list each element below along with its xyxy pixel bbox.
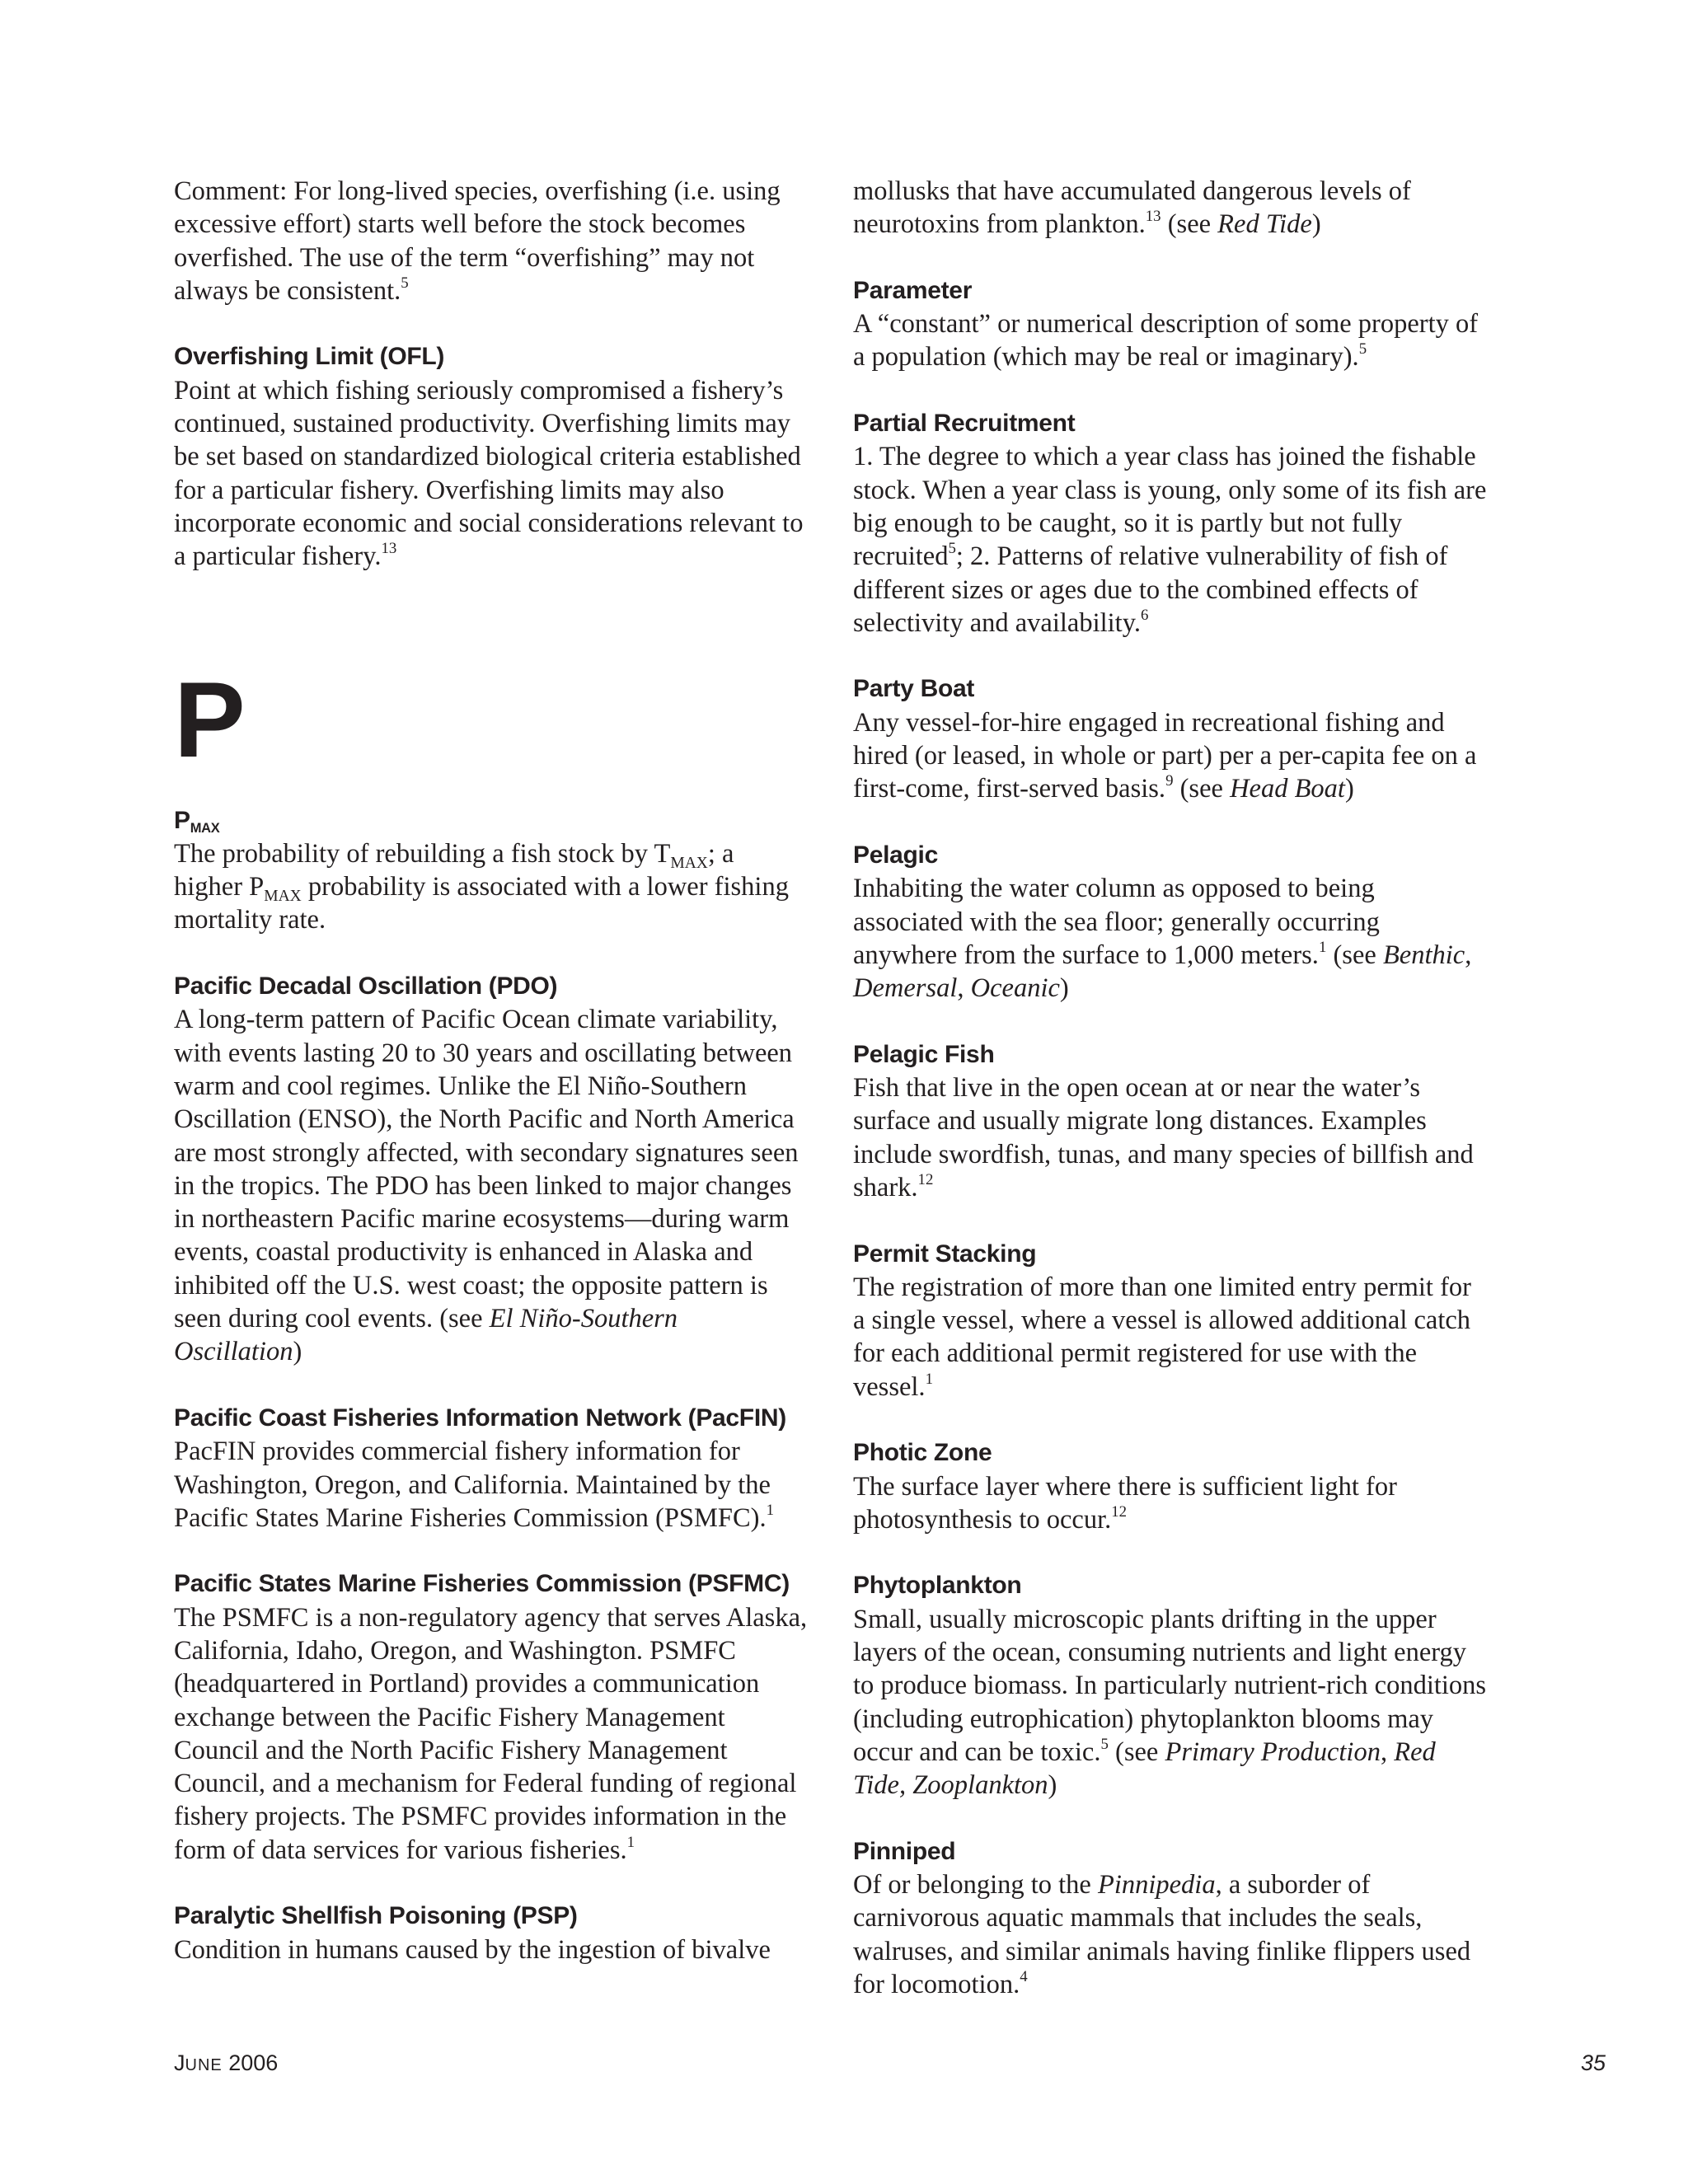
entry-text: The registration of more than one limited entry permit for a single vessel, where a vessel is allowed additional catch for each additional permit registered for use with the vessel.$^1$ (853, 1272, 1471, 1402)
entry-text: Point at which fishing seriously compromised a fishery’s continued, sustained productivity. Overfishing limits may be set based on standardized biological criteria established for a particular fishery. Overfishing limits may also incorporate economic and social considerations relevant to a particular fishery.$^{13}$ (174, 375, 804, 572)
term-heading: $P_{MAX}$ (174, 806, 220, 837)
reference-mark: 9 (1165, 772, 1174, 790)
term-heading: Pacific Decadal Oscillation (PDO) (174, 972, 558, 1001)
see-also-link: Oceanic (970, 973, 1060, 1004)
entry-pelagic (853, 839, 1488, 1005)
entry-text: A long-term pattern of Pacific Ocean climate variability, with events lasting 20 to 30 years and oscillating between warm and cool regimes. Unlike the El Niño-Southern Oscillation (ENSO), the North Pacific and North America are most strongly affected, with secondary signatures seen in the tropics. The PDO has been linked to major changes in northeastern Pacific marine ecosystems—during warm events, coastal productivity is enhanced in Alaska and inhibited off the U.S. west coast; the opposite pattern is seen during cool events. (see El Niño-Southern Oscillation) (174, 1005, 799, 1367)
term-heading: Pinniped (853, 1837, 956, 1865)
reference-mark: 1 (766, 1501, 775, 1519)
entry-text: PacFIN provides commercial fishery information for Washington, Oregon, and California. Maintained by the Pacific States Marine Fisheries Commission (PSMFC).$^1$ (174, 1436, 775, 1533)
term-heading: Paralytic Shellfish Poisoning (PSP) (174, 1902, 578, 1930)
entry-text: Fish that live in the open ocean at or near the water’s surface and usually migrate long distances. Examples include swordfish, tunas, and many species of billfish and shark.$^{12}$ (853, 1073, 1474, 1202)
reference-mark: 6 (1140, 606, 1149, 624)
entry-photic-zone (853, 1436, 1488, 1536)
page-number: 35 (1580, 2050, 1606, 2075)
reference-mark: 5 (948, 540, 956, 558)
entry-pmax (174, 804, 809, 937)
entry-pdo (174, 970, 809, 1369)
term-heading: Pacific States Marine Fisheries Commission (PSFMC) (174, 1570, 790, 1598)
reference-mark: 12 (1111, 1502, 1128, 1521)
entry-phytoplankton (853, 1569, 1488, 1802)
term-heading: Pelagic Fish (853, 1040, 995, 1068)
entry-text: mollusks that have accumulated dangerous levels of neurotoxins from plankton.$^{13}$ (see Red Tide) (853, 176, 1411, 240)
see-also-link: Primary Production (1165, 1736, 1381, 1767)
reference-mark: 1 (1318, 938, 1327, 956)
entry-text: 1. The degree to which a year class has joined the fishable stock. When a year class is young, only some of its fish are big enough to be caught, so it is partly but not fully recruited$^5$; 2. Patterns of relative vulnerability of fish of different sizes or ages due to the combined effects of selectivity and availability.$^6$ (853, 442, 1487, 638)
reference-mark: 1 (925, 1370, 933, 1388)
entry-text: The PSMFC is a non-regulatory agency that serves Alaska, California, Idaho, Oregon, and Washington. PSMFC (headquartered in Portland) provides a communication exchange between the Pacific Fishery Management Council and the North Pacific Fishery Management Council, and a mechanism for Federal funding of regional fishery projects. The PSMFC provides information in the form of data services for various fisheries.$^1$ (174, 1602, 808, 1865)
reference-mark: 1 (626, 1833, 635, 1851)
reference-mark: 5 (1358, 340, 1367, 359)
left-column (174, 175, 809, 1999)
entry-text: The probability of rebuilding a fish stock by $T_{MAX}$; a higher $P_{MAX}$ probability is associated with a lower fishing mortality rate. (174, 838, 789, 935)
footer-date: JUNE 2006 (174, 2050, 279, 2075)
entry-text: Condition in humans caused by the ingestion of bivalve (174, 1934, 771, 1965)
entry-text: Comment: For long-lived species, overfishing (i.e. using excessive effort) starts well before the stock becomes overfished. The use of the term “overfishing” may not always be consistent.$^5$ (174, 176, 781, 306)
reference-mark: 12 (917, 1170, 934, 1188)
right-column (853, 175, 1488, 2035)
entry-party-boat (853, 673, 1488, 805)
term-heading: Pelagic (853, 841, 938, 869)
entry-overfishing-comment (174, 175, 809, 307)
see-also-link: Red Tide (1217, 209, 1312, 240)
entry-partial-recruitment (853, 407, 1488, 640)
term-heading: Party Boat (853, 675, 975, 703)
entry-text: Inhabiting the water column as opposed to being associated with the sea floor; generally occurring anywhere from the surface to 1,000 meters.$^1$ (see Benthic, Demersal, Oceanic) (853, 874, 1472, 1004)
entry-text: Any vessel-for-hire engaged in recreational fishing and hired (or leased, in whole or part) per a per-capita fee on a first-come, first-served basis.$^9$ (see Head Boat) (853, 707, 1477, 804)
section-letter: P (174, 658, 244, 780)
see-also-link: Demersal (853, 973, 958, 1004)
entry-text: Small, usually microscopic plants drifting in the upper layers of the ocean, consuming nutrients and light energy to produce biomass. In particularly nutrient-rich conditions (including eutrophication) phytoplankton blooms may occur and can be toxic.$^5$ (see Primary Production, Red Tide, Zooplankton) (853, 1604, 1487, 1801)
entry-pinniped (853, 1835, 1488, 2001)
term-heading: Partial Recruitment (853, 410, 1076, 438)
reference-mark: 5 (401, 274, 409, 292)
entry-psmfc (174, 1568, 809, 1867)
reference-mark: 13 (1145, 208, 1161, 226)
entry-parameter (853, 274, 1488, 374)
entry-text: The surface layer where there is sufficient light for photosynthesis to occur.$^{12}$ (853, 1471, 1397, 1535)
entry-overfishing-limit (174, 340, 809, 573)
reference-mark: 4 (1020, 1967, 1028, 1985)
see-also-link: Head Boat (1230, 774, 1345, 804)
entry-pacfin (174, 1402, 809, 1535)
term-heading: Overfishing Limit (OFL) (174, 343, 445, 371)
term-heading: Permit Stacking (853, 1240, 1037, 1268)
entry-text: A “constant” or numerical description of some property of a population (which may be real or imaginary).$^5$ (853, 309, 1479, 373)
term-heading: Pacific Coast Fisheries Information Network (PacFIN) (174, 1404, 786, 1432)
reference-mark: 5 (1100, 1735, 1109, 1753)
entry-psp-continued (853, 175, 1488, 241)
taxon-name: Pinnipedia (1097, 1870, 1216, 1900)
term-heading: Photic Zone (853, 1439, 992, 1467)
term-heading: Parameter (853, 276, 973, 304)
see-also-link: Red Tide, Zooplankton (853, 1736, 1436, 1801)
see-also-link: El Niño-Southern Oscillation (174, 1304, 678, 1367)
reference-mark: 13 (381, 540, 397, 558)
entry-psp (174, 1900, 809, 1966)
entry-permit-stacking (853, 1238, 1488, 1404)
see-also-link: Benthic (1382, 940, 1465, 970)
term-heading: Phytoplankton (853, 1572, 1022, 1600)
entry-text: Of or belonging to the Pinnipedia, a suborder of carnivorous aquatic mammals that includes the seals, walruses, and similar animals having finlike flippers used for locomotion.$^4$ (853, 1870, 1471, 2000)
entry-pelagic-fish (853, 1038, 1488, 1204)
